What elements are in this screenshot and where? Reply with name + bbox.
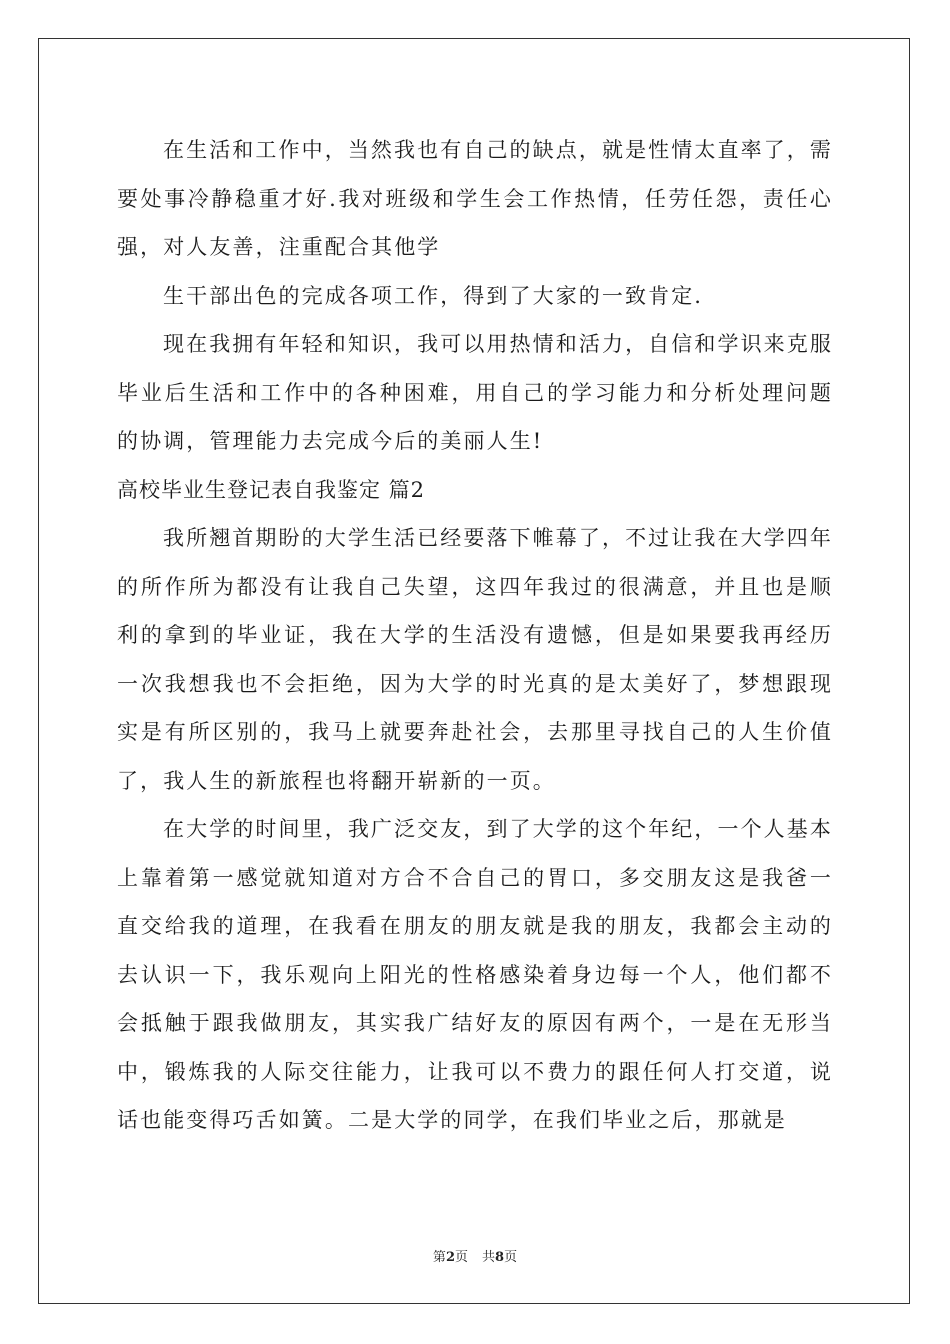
total-pages-number: 8 xyxy=(495,1250,505,1265)
total-suffix: 页 xyxy=(504,1250,518,1265)
page-prefix: 第 xyxy=(432,1250,446,1265)
page-suffix: 页 xyxy=(454,1250,468,1265)
total-prefix: 共 xyxy=(482,1250,496,1265)
current-page-number: 2 xyxy=(445,1250,455,1265)
paragraph-university-life: 我所翘首期盼的大学生活已经要落下帷幕了，不过让我在大学四年的所作所为都没有让我自己失望，这四年我过的很满意，并且也是顺利的拿到的毕业证，我在大学的生活没有遗憾，但是如果要我再经历一次我想我也不会拒绝，因为大学的时光真的是太美好了，梦想跟现实是有所区别的，我马上就要奔赴社会，去那里寻找自己的人生价值了，我人生的新旅程也将翻开崭新的一页。 xyxy=(117,526,833,793)
page-footer xyxy=(0,1246,950,1265)
section-heading: 高校毕业生登记表自我鉴定 篇2 xyxy=(117,477,426,502)
document-body xyxy=(117,126,833,1145)
paragraph-shortcomings: 在生活和工作中，当然我也有自己的缺点，就是性情太直率了，需要处事冷静稳重才好.我对班级和学生会工作热情，任劳任怨，责任心强，对人友善，注重配合其他学 xyxy=(117,138,833,259)
paragraph-recognition: 生干部出色的完成各项工作，得到了大家的一致肯定. xyxy=(163,283,704,308)
paragraph-future: 现在我拥有年轻和知识，我可以用热情和活力，自信和学识来克服毕业后生活和工作中的各种困难，用自己的学习能力和分析处理问题的协调，管理能力去完成今后的美丽人生! xyxy=(117,332,833,453)
paragraph-friendship: 在大学的时间里，我广泛交友，到了大学的这个年纪，一个人基本上靠着第一感觉就知道对方合不合自己的胃口，多交朋友这是我爸一直交给我的道理，在我看在朋友的朋友就是我的朋友，我都会主动的去认识一下，我乐观向上阳光的性格感染着身边每一个人，他们都不会抵触于跟我做朋友，其实我广结好友的原因有两个，一是在无形当中，锻炼我的人际交往能力，让我可以不费力的跟任何人打交道，说话也能变得巧舌如簧。二是大学的同学，在我们毕业之后，那就是 xyxy=(117,817,833,1132)
